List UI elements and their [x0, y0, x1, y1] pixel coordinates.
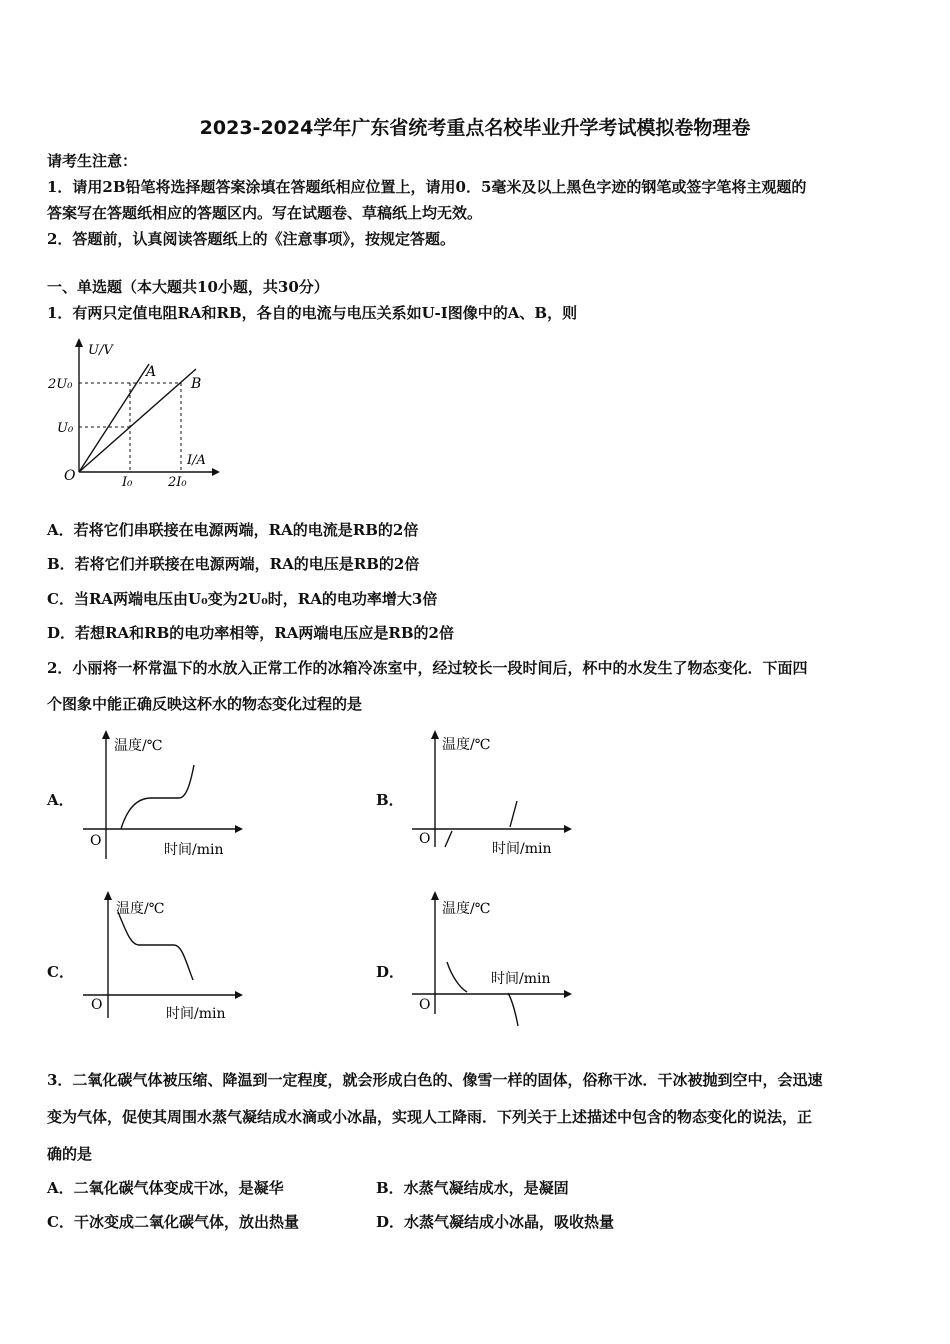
- question-1-stem: 1．有两只定值电阻RA和RB，各自的电流与电压关系如U-I图像中的A、B，则: [47, 304, 578, 322]
- q2-graph-b-y-axis: 温度/℃: [442, 737, 491, 753]
- question-2-stem-line-1: 2．小丽将一杯常温下的水放入正常工作的冰箱冷冻室中，经过较长一段时间后，杯中的水发生了物态变化．下面四: [47, 659, 808, 677]
- q1-option-a: A．若将它们串联接在电源两端，RA的电流是RB的2倍: [47, 521, 419, 539]
- q1-x-axis-label: I/A: [187, 453, 206, 468]
- q1-line-a-label: A: [146, 364, 157, 380]
- q3-option-d: D．水蒸气凝结成小冰晶，吸收热量: [376, 1213, 615, 1231]
- q1-option-d: D．若想RA和RB的电功率相等，RA两端电压应是RB的2倍: [47, 624, 454, 642]
- q2-graph-b-x-axis: 时间/min: [492, 841, 552, 857]
- q2-graph-d-y-axis: 温度/℃: [442, 901, 491, 917]
- q3-option-b: B．水蒸气凝结成水，是凝固: [376, 1179, 569, 1197]
- q2-graph-d: [404, 888, 574, 1028]
- q2-graph-d-origin: O: [419, 997, 431, 1013]
- q1-y-tick-2u0: 2U₀: [48, 377, 73, 392]
- q1-line-b-label: B: [191, 376, 202, 392]
- q3-option-c: C．干冰变成二氧化碳气体，放出热量: [47, 1213, 299, 1231]
- q2-graph-a-origin: O: [90, 833, 102, 849]
- q2-graph-c-label: C．: [47, 963, 74, 981]
- q2-graph-c-y-axis: 温度/℃: [116, 901, 165, 917]
- q2-graph-d-x-axis: 时间/min: [491, 971, 551, 987]
- q2-graph-a-label: A．: [47, 791, 74, 809]
- q1-ui-graph: [48, 336, 228, 496]
- q1-option-c: C．当RA两端电压由U₀变为2U₀时，RA的电功率增大3倍: [47, 590, 438, 608]
- notice-item-2: 2．答题前，认真阅读答题纸上的《注意事项》，按规定答题。: [47, 230, 455, 248]
- q2-graph-b: [404, 725, 574, 865]
- section-heading: 一、单选题（本大题共10小题，共30分）: [47, 278, 329, 296]
- q1-y-tick-u0: U₀: [57, 421, 74, 436]
- notice-heading: 请考生注意：: [47, 152, 138, 170]
- q2-graph-b-origin: O: [419, 831, 431, 847]
- q1-x-tick-2i0: 2I₀: [168, 475, 187, 490]
- question-2-stem-line-2: 个图象中能正确反映这杯水的物态变化过程的是: [47, 695, 363, 713]
- q2-graph-a: [75, 725, 245, 865]
- q2-graph-c-origin: O: [91, 997, 103, 1013]
- notice-item-1-line-2: 答案写在答题纸相应的答题区内。写在试题卷、草稿纸上均无效。: [47, 204, 483, 222]
- question-3-stem-line-1: 3．二氧化碳气体被压缩、降温到一定程度，就会形成白色的、像雪一样的固体，俗称干冰．干冰被抛到空中，会迅速: [47, 1071, 823, 1089]
- notice-item-1-line-1: 1．请用2B铅笔将选择题答案涂填在答题纸相应位置上，请用0．5毫米及以上黑色字迹的钢笔或签字笔将主观题的: [47, 178, 807, 196]
- q2-graph-c-x-axis: 时间/min: [166, 1006, 226, 1022]
- q2-graph-c: [75, 888, 245, 1028]
- q1-option-b: B．若将它们并联接在电源两端，RA的电压是RB的2倍: [47, 555, 420, 573]
- q2-graph-b-label: B．: [376, 791, 404, 809]
- q2-graph-d-label: D．: [376, 963, 405, 981]
- q2-graph-a-y-axis: 温度/℃: [114, 738, 163, 754]
- q1-origin-label: O: [64, 468, 76, 484]
- page-title: 2023-2024学年广东省统考重点名校毕业升学考试模拟卷物理卷: [199, 117, 751, 139]
- q1-y-axis-label: U/V: [88, 343, 113, 358]
- q2-graph-a-x-axis: 时间/min: [164, 842, 224, 858]
- question-3-stem-line-2: 变为气体，促使其周围水蒸气凝结成水滴或小冰晶，实现人工降雨．下列关于上述描述中包含的物态变化的说法，正: [47, 1108, 813, 1126]
- q3-option-a: A．二氧化碳气体变成干冰，是凝华: [47, 1179, 284, 1197]
- question-3-stem-line-3: 确的是: [47, 1145, 93, 1163]
- q1-x-tick-i0: I₀: [122, 475, 133, 490]
